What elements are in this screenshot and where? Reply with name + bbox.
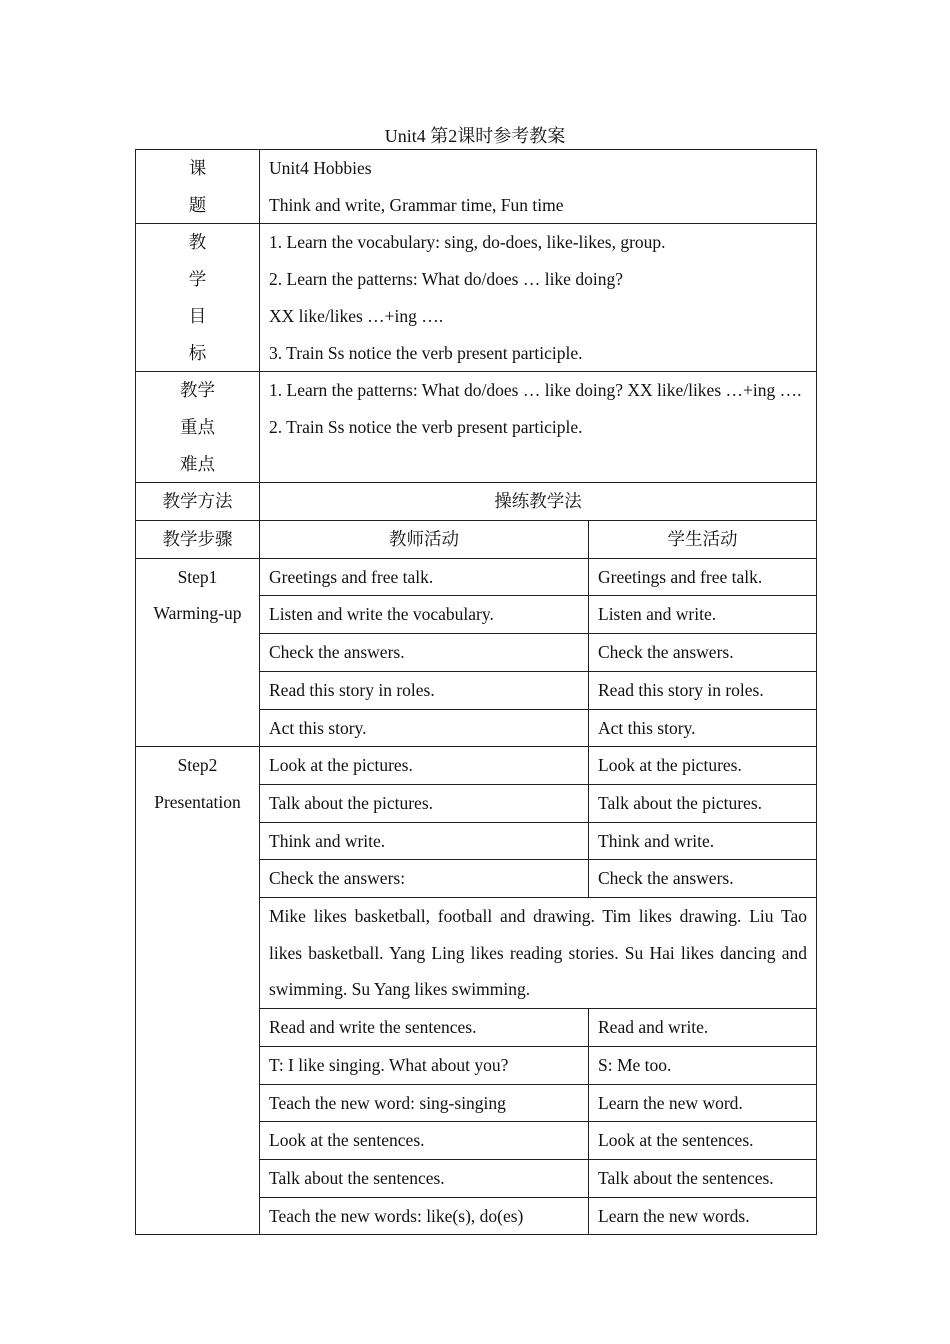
student-activity: Look at the sentences. xyxy=(589,1122,817,1160)
teacher-activity: Teach the new words: like(s), do(es) xyxy=(260,1197,589,1235)
teacher-activity: Read this story in roles. xyxy=(260,671,589,709)
objectives-label-char: 教 xyxy=(188,232,207,253)
student-activity: Learn the new word. xyxy=(589,1084,817,1122)
objective-line: 3. Train Ss notice the verb present participle. xyxy=(269,342,583,363)
topic-label-char: 题 xyxy=(188,194,207,215)
method-label: 教学方法 xyxy=(136,483,260,521)
key-points-label xyxy=(136,372,260,483)
teacher-activity: Talk about the sentences. xyxy=(260,1159,589,1197)
key-point-1: 1. Learn the patterns: What do/does … like doing? XX like/likes …+ing …. xyxy=(269,380,802,401)
topic-row xyxy=(136,150,817,224)
document-title: Unit4 第2课时参考教案 xyxy=(384,126,566,146)
topic-unit: Unit4 Hobbies xyxy=(269,158,372,178)
teacher-activity: Talk about the pictures. xyxy=(260,784,589,822)
student-activity-header: 学生活动 xyxy=(589,521,817,559)
objectives-label-char: 学 xyxy=(188,269,207,290)
key-points-label-line: 重点 xyxy=(180,416,215,437)
objectives-row xyxy=(136,224,817,372)
column-header-row xyxy=(136,521,817,559)
step1-stage: Warming-up xyxy=(153,603,242,624)
objectives-label-char: 标 xyxy=(188,342,207,363)
teacher-activity: Read and write the sentences. xyxy=(260,1009,589,1047)
teacher-activity: Greetings and free talk. xyxy=(260,558,589,596)
student-activity: Look at the pictures. xyxy=(589,747,817,785)
student-activity: Think and write. xyxy=(589,822,817,860)
step2-label xyxy=(136,747,260,1235)
teacher-activity: Think and write. xyxy=(260,822,589,860)
step2-stage: Presentation xyxy=(154,791,241,812)
table-row xyxy=(136,558,817,596)
student-activity: Check the answers. xyxy=(589,860,817,898)
step2-name: Step2 xyxy=(177,755,218,776)
key-points-row xyxy=(136,372,817,483)
teacher-activity: Teach the new word: sing-singing xyxy=(260,1084,589,1122)
student-activity: Act this story. xyxy=(589,709,817,747)
teacher-activity-header: 教师活动 xyxy=(260,521,589,559)
teacher-activity: Look at the sentences. xyxy=(260,1122,589,1160)
student-activity: Check the answers. xyxy=(589,634,817,672)
key-points-content xyxy=(260,372,817,483)
student-activity: S: Me too. xyxy=(589,1046,817,1084)
student-activity: Talk about the sentences. xyxy=(589,1159,817,1197)
objective-line: 1. Learn the vocabulary: sing, do-does, like-likes, group. xyxy=(269,232,666,253)
student-activity: Greetings and free talk. xyxy=(589,558,817,596)
steps-header: 教学步骤 xyxy=(136,521,260,559)
method-row xyxy=(136,483,817,521)
student-activity: Learn the new words. xyxy=(589,1197,817,1235)
topic-content xyxy=(260,150,817,224)
topic-label xyxy=(136,150,260,224)
teacher-activity: Check the answers. xyxy=(260,634,589,672)
method-value: 操练教学法 xyxy=(260,483,817,521)
lesson-plan-table xyxy=(135,149,817,1235)
teacher-activity: T: I like singing. What about you? xyxy=(260,1046,589,1084)
step1-label xyxy=(136,558,260,747)
table-row xyxy=(136,747,817,785)
student-activity: Read this story in roles. xyxy=(589,671,817,709)
key-points-label-line: 教学 xyxy=(180,380,215,401)
teacher-activity: Check the answers: xyxy=(260,860,589,898)
teacher-activity: Look at the pictures. xyxy=(260,747,589,785)
objective-line: 2. Learn the patterns: What do/does … like doing? xyxy=(269,269,623,290)
key-points-label-line: 难点 xyxy=(180,453,215,474)
student-activity: Talk about the pictures. xyxy=(589,784,817,822)
objectives-content xyxy=(260,224,817,372)
teacher-activity: Listen and write the vocabulary. xyxy=(260,596,589,634)
key-point-2: 2. Train Ss notice the verb present participle. xyxy=(269,416,583,437)
student-activity: Listen and write. xyxy=(589,596,817,634)
objectives-label-char: 目 xyxy=(188,305,207,326)
step1-name: Step1 xyxy=(177,566,218,587)
student-activity: Read and write. xyxy=(589,1009,817,1047)
answer-paragraph: Mike likes basketball, football and drawing. Tim likes drawing. Liu Tao likes basketball. Yang Ling likes reading stories. Su Hai likes dancing and swimming. Su Yang likes swimming. xyxy=(260,898,817,1009)
topic-label-char: 课 xyxy=(188,158,207,178)
topic-sections: Think and write, Grammar time, Fun time xyxy=(269,194,564,215)
teacher-activity: Act this story. xyxy=(260,709,589,747)
objectives-label xyxy=(136,224,260,372)
objective-line: XX like/likes …+ing …. xyxy=(269,305,444,326)
